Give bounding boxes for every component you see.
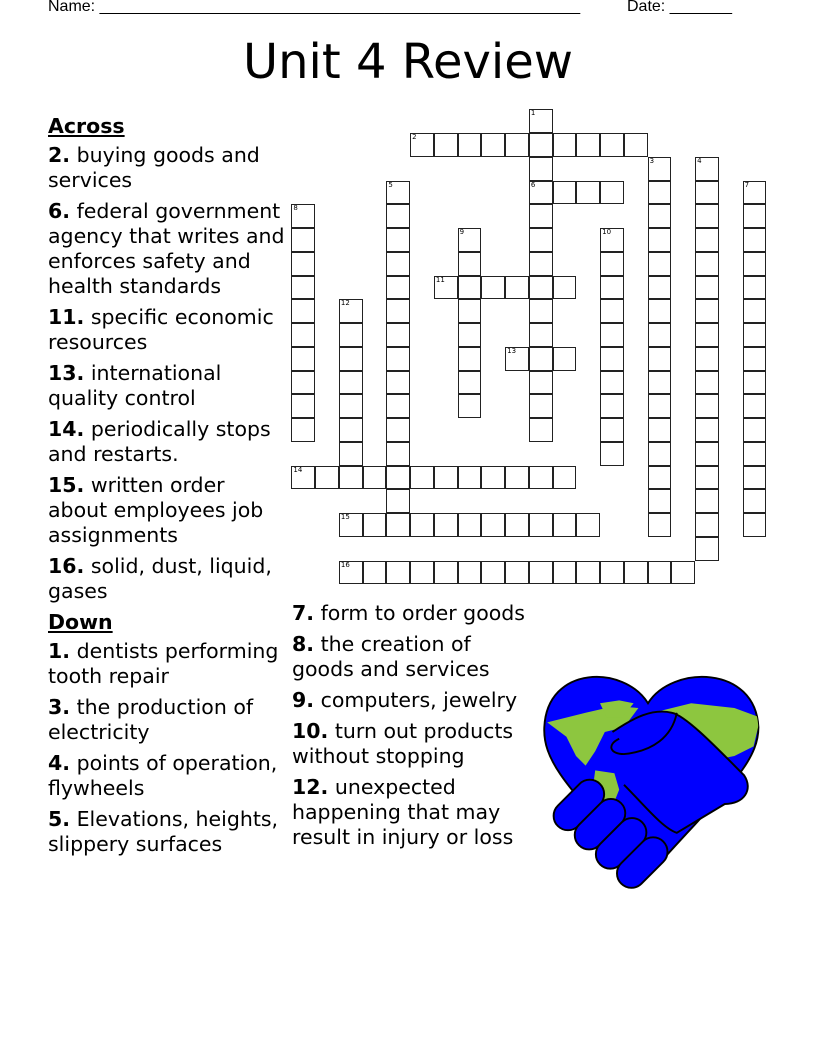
grid-cell[interactable]	[434, 133, 458, 157]
grid-cell[interactable]	[529, 157, 553, 181]
grid-cell[interactable]	[386, 394, 410, 418]
grid-cell[interactable]	[695, 466, 719, 490]
grid-cell[interactable]	[339, 299, 363, 323]
clue-text: the creation of goods and services	[292, 632, 490, 681]
cell-number: 10	[602, 228, 612, 237]
grid-cell[interactable]	[291, 466, 315, 490]
grid-cell[interactable]	[291, 276, 315, 300]
grid-cell[interactable]	[386, 371, 410, 395]
clue-down-10	[292, 719, 527, 769]
grid-cell[interactable]	[553, 347, 577, 371]
grid-cell[interactable]	[743, 418, 767, 442]
grid-cell[interactable]	[458, 513, 482, 537]
grid-cell[interactable]	[505, 466, 529, 490]
grid-cell[interactable]	[648, 489, 672, 513]
grid-cell[interactable]	[695, 489, 719, 513]
clue-across-6	[48, 199, 288, 299]
clue-down-12	[292, 775, 527, 850]
grid-cell[interactable]	[743, 228, 767, 252]
grid-cell[interactable]	[743, 347, 767, 371]
grid-cell[interactable]	[505, 513, 529, 537]
grid-cell[interactable]	[695, 418, 719, 442]
grid-cell[interactable]	[315, 466, 339, 490]
grid-cell[interactable]	[458, 299, 482, 323]
clue-across-15	[48, 473, 288, 548]
grid-cell[interactable]	[386, 299, 410, 323]
grid-cell[interactable]	[529, 299, 553, 323]
page-title: Unit 4 Review	[242, 34, 574, 90]
grid-cell[interactable]	[600, 133, 624, 157]
grid-cell[interactable]	[648, 157, 672, 181]
clue-down-7	[292, 601, 527, 626]
clue-number: 12.	[292, 775, 329, 799]
grid-cell[interactable]	[600, 561, 624, 585]
grid-cell[interactable]	[529, 418, 553, 442]
grid-cell[interactable]	[648, 204, 672, 228]
cell-number: 13	[507, 346, 517, 355]
grid-cell[interactable]	[529, 133, 553, 157]
date-field[interactable]: Date: _______	[627, 0, 732, 15]
grid-cell[interactable]	[743, 371, 767, 395]
clue-number: 10.	[292, 719, 329, 743]
grid-cell[interactable]	[648, 561, 672, 585]
grid-cell[interactable]	[363, 513, 387, 537]
clue-text: federal government agency that writes and enforces safety and health standards	[48, 199, 285, 298]
grid-cell[interactable]	[600, 228, 624, 252]
clue-number: 7.	[292, 601, 315, 625]
clue-number: 4.	[48, 751, 71, 775]
grid-cell[interactable]	[363, 561, 387, 585]
grid-cell[interactable]	[695, 228, 719, 252]
grid-cell[interactable]	[386, 561, 410, 585]
clue-text: unexpected happening that may result in injury or loss	[292, 775, 514, 849]
clue-across-11	[48, 305, 288, 355]
grid-cell[interactable]	[339, 394, 363, 418]
grid-cell[interactable]	[505, 276, 529, 300]
clue-across-16	[48, 554, 288, 604]
grid-cell[interactable]	[600, 394, 624, 418]
cell-number: 15	[340, 513, 350, 522]
clue-text: solid, dust, liquid, gases	[48, 554, 272, 603]
grid-cell[interactable]	[339, 418, 363, 442]
grid-cell[interactable]	[648, 513, 672, 537]
grid-cell[interactable]	[695, 204, 719, 228]
grid-cell[interactable]	[600, 181, 624, 205]
cell-number: 6	[530, 180, 536, 189]
grid-cell[interactable]	[434, 276, 458, 300]
down-heading: Down	[48, 610, 113, 634]
clue-number: 2.	[48, 143, 71, 167]
grid-cell[interactable]	[743, 513, 767, 537]
across-heading: Across	[48, 114, 125, 138]
clue-text: written order about employees job assignments	[48, 473, 264, 547]
grid-cell[interactable]	[339, 513, 363, 537]
grid-cell[interactable]	[648, 323, 672, 347]
grid-cell[interactable]	[458, 323, 482, 347]
grid-cell[interactable]	[529, 466, 553, 490]
cell-number: 12	[340, 299, 350, 308]
grid-cell[interactable]	[553, 133, 577, 157]
grid-cell[interactable]	[386, 489, 410, 513]
cell-number: 8	[293, 204, 298, 213]
grid-cell[interactable]	[600, 442, 624, 466]
clues-left-column	[48, 114, 288, 863]
grid-cell[interactable]	[695, 157, 719, 181]
grid-cell[interactable]	[600, 299, 624, 323]
grid-cell[interactable]	[291, 252, 315, 276]
grid-cell[interactable]	[386, 276, 410, 300]
grid-cell[interactable]	[291, 204, 315, 228]
grid-cell[interactable]	[386, 347, 410, 371]
grid-cell[interactable]	[576, 561, 600, 585]
grid-cell[interactable]	[529, 394, 553, 418]
grid-cell[interactable]	[481, 276, 505, 300]
clue-number: 5.	[48, 807, 71, 831]
grid-cell[interactable]	[458, 276, 482, 300]
clue-down-8	[292, 632, 527, 682]
cell-number: 1	[530, 109, 536, 118]
clue-text: buying goods and services	[48, 143, 260, 192]
clue-down-5	[48, 807, 288, 857]
cell-number: 4	[697, 156, 702, 165]
grid-cell[interactable]	[386, 323, 410, 347]
grid-cell[interactable]	[386, 513, 410, 537]
grid-cell[interactable]	[648, 181, 672, 205]
grid-cell[interactable]	[458, 561, 482, 585]
grid-cell[interactable]	[410, 513, 434, 537]
grid-cell[interactable]	[458, 133, 482, 157]
grid-cell[interactable]	[505, 133, 529, 157]
grid-cell[interactable]	[743, 394, 767, 418]
name-field[interactable]: Name: ______________________________________________________	[48, 0, 581, 15]
clue-text: the production of electricity	[48, 695, 254, 744]
clue-text: form to order goods	[320, 601, 525, 625]
grid-cell[interactable]	[648, 228, 672, 252]
grid-cell[interactable]	[529, 276, 553, 300]
grid-cell[interactable]	[624, 561, 648, 585]
grid-cell[interactable]	[553, 513, 577, 537]
grid-cell[interactable]	[648, 252, 672, 276]
cell-number: 9	[459, 228, 465, 237]
clue-number: 1.	[48, 639, 71, 663]
grid-cell[interactable]	[386, 418, 410, 442]
grid-cell[interactable]	[291, 299, 315, 323]
cell-number: 5	[388, 180, 393, 189]
clues-right-column	[292, 601, 527, 856]
grid-cell[interactable]	[648, 466, 672, 490]
grid-cell[interactable]	[386, 466, 410, 490]
grid-cell[interactable]	[291, 371, 315, 395]
grid-cell[interactable]	[695, 323, 719, 347]
grid-cell[interactable]	[695, 513, 719, 537]
grid-cell[interactable]	[743, 252, 767, 276]
clue-down-9	[292, 688, 527, 713]
grid-cell[interactable]	[624, 133, 648, 157]
grid-cell[interactable]	[339, 466, 363, 490]
grid-cell[interactable]	[291, 347, 315, 371]
grid-cell[interactable]	[339, 347, 363, 371]
grid-cell[interactable]	[386, 181, 410, 205]
grid-cell[interactable]	[529, 109, 553, 133]
grid-cell[interactable]	[481, 133, 505, 157]
grid-cell[interactable]	[648, 347, 672, 371]
clue-across-13	[48, 361, 288, 411]
grid-cell[interactable]	[529, 181, 553, 205]
clue-number: 6.	[48, 199, 71, 223]
clue-across-2	[48, 143, 288, 193]
grid-cell[interactable]	[600, 276, 624, 300]
grid-cell[interactable]	[553, 466, 577, 490]
grid-cell[interactable]	[529, 561, 553, 585]
grid-cell[interactable]	[529, 347, 553, 371]
grid-cell[interactable]	[529, 513, 553, 537]
grid-cell[interactable]	[529, 371, 553, 395]
grid-cell[interactable]	[529, 204, 553, 228]
grid-cell[interactable]	[386, 442, 410, 466]
cell-number: 14	[293, 465, 303, 474]
grid-cell[interactable]	[291, 323, 315, 347]
clue-text: dentists performing tooth repair	[48, 639, 279, 688]
grid-cell[interactable]	[553, 181, 577, 205]
grid-cell[interactable]	[505, 347, 529, 371]
grid-cell[interactable]	[648, 371, 672, 395]
grid-cell[interactable]	[695, 371, 719, 395]
grid-cell[interactable]	[458, 347, 482, 371]
grid-cell[interactable]	[695, 394, 719, 418]
grid-cell[interactable]	[695, 252, 719, 276]
clue-number: 14.	[48, 417, 85, 441]
grid-cell[interactable]	[648, 418, 672, 442]
grid-cell[interactable]	[695, 299, 719, 323]
grid-cell[interactable]	[743, 181, 767, 205]
grid-cell[interactable]	[458, 252, 482, 276]
clue-text: international quality control	[48, 361, 222, 410]
cell-number: 3	[649, 156, 655, 165]
grid-cell[interactable]	[458, 466, 482, 490]
grid-cell[interactable]	[600, 252, 624, 276]
grid-cell[interactable]	[600, 371, 624, 395]
cell-number: 7	[744, 180, 750, 189]
grid-cell[interactable]	[695, 276, 719, 300]
grid-cell[interactable]	[291, 394, 315, 418]
grid-cell[interactable]	[434, 561, 458, 585]
grid-cell[interactable]	[434, 513, 458, 537]
grid-cell[interactable]	[743, 489, 767, 513]
grid-cell[interactable]	[743, 442, 767, 466]
grid-cell[interactable]	[695, 537, 719, 561]
grid-cell[interactable]	[648, 276, 672, 300]
grid-cell[interactable]	[339, 323, 363, 347]
grid-cell[interactable]	[600, 323, 624, 347]
grid-cell[interactable]	[410, 561, 434, 585]
cell-number: 2	[412, 133, 417, 142]
clue-number: 16.	[48, 554, 85, 578]
grid-cell[interactable]	[743, 323, 767, 347]
grid-cell[interactable]	[481, 561, 505, 585]
grid-cell[interactable]	[339, 442, 363, 466]
grid-cell[interactable]	[576, 513, 600, 537]
grid-cell[interactable]	[529, 323, 553, 347]
grid-cell[interactable]	[386, 252, 410, 276]
grid-cell[interactable]	[576, 181, 600, 205]
grid-cell[interactable]	[529, 228, 553, 252]
grid-cell[interactable]	[695, 181, 719, 205]
grid-cell[interactable]	[743, 276, 767, 300]
grid-cell[interactable]	[600, 347, 624, 371]
clue-text: specific economic resources	[48, 305, 274, 354]
grid-cell[interactable]	[410, 133, 434, 157]
grid-cell[interactable]	[339, 561, 363, 585]
cell-number: 11	[435, 275, 445, 284]
grid-cell[interactable]	[648, 442, 672, 466]
clue-number: 15.	[48, 473, 85, 497]
grid-cell[interactable]	[410, 466, 434, 490]
clue-across-14	[48, 417, 288, 467]
grid-cell[interactable]	[363, 466, 387, 490]
grid-cell[interactable]	[505, 561, 529, 585]
crossword-grid	[292, 110, 772, 590]
clue-number: 9.	[292, 688, 315, 712]
grid-cell[interactable]	[529, 252, 553, 276]
grid-cell[interactable]	[458, 228, 482, 252]
grid-cell[interactable]	[600, 418, 624, 442]
clue-number: 8.	[292, 632, 315, 656]
grid-cell[interactable]	[695, 347, 719, 371]
grid-cell[interactable]	[743, 204, 767, 228]
grid-cell[interactable]	[481, 466, 505, 490]
heart-globe-handshake-icon	[528, 660, 768, 900]
grid-cell[interactable]	[434, 466, 458, 490]
clue-text: points of operation, flywheels	[48, 751, 278, 800]
grid-cell[interactable]	[671, 561, 695, 585]
grid-cell[interactable]	[553, 276, 577, 300]
clue-text: Elevations, heights, slippery surfaces	[48, 807, 279, 856]
grid-cell[interactable]	[695, 442, 719, 466]
grid-cell[interactable]	[648, 299, 672, 323]
clue-down-1	[48, 639, 288, 689]
grid-cell[interactable]	[553, 561, 577, 585]
grid-cell[interactable]	[576, 133, 600, 157]
grid-cell[interactable]	[291, 418, 315, 442]
clue-text: computers, jewelry	[320, 688, 518, 712]
grid-cell[interactable]	[458, 371, 482, 395]
grid-cell[interactable]	[386, 228, 410, 252]
clue-number: 3.	[48, 695, 71, 719]
grid-cell[interactable]	[386, 204, 410, 228]
clue-number: 13.	[48, 361, 85, 385]
clue-text: periodically stops and restarts.	[48, 417, 271, 466]
grid-cell[interactable]	[648, 394, 672, 418]
clue-down-3	[48, 695, 288, 745]
grid-cell[interactable]	[743, 299, 767, 323]
grid-cell[interactable]	[339, 371, 363, 395]
clue-down-4	[48, 751, 288, 801]
grid-cell[interactable]	[743, 466, 767, 490]
clue-number: 11.	[48, 305, 85, 329]
grid-cell[interactable]	[291, 228, 315, 252]
cell-number: 16	[340, 560, 350, 569]
clue-text: turn out products without stopping	[292, 719, 514, 768]
grid-cell[interactable]	[481, 513, 505, 537]
grid-cell[interactable]	[458, 394, 482, 418]
